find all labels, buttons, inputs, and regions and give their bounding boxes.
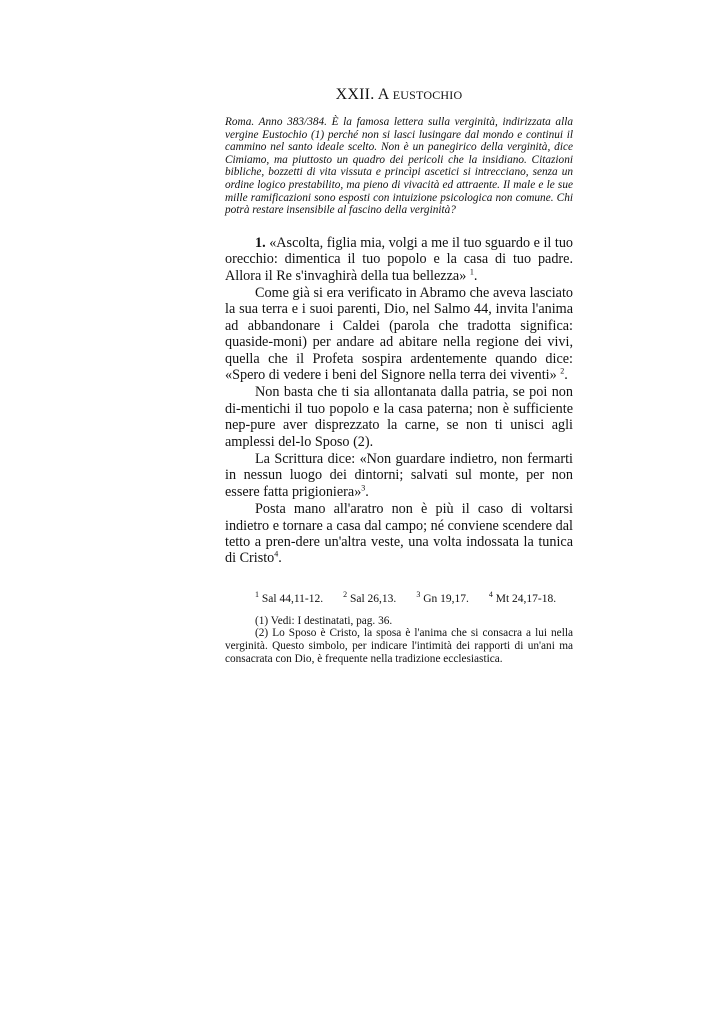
footnote-marker: 2 — [560, 366, 565, 376]
reference: $^2$ Sal 26,13. — [343, 590, 397, 605]
paragraph — [225, 384, 573, 450]
paragraph: 1. «Ascolta, figlia mia, volgi a me il tuo sguardo e il tuo orecchio: dimentica il tuo popolo e la casa di tuo padre. Allora il Re s'invaghirà della tua bellezza» $^1$. — [225, 234, 574, 284]
paragraph-text: Come già si era verificato in Abramo che aveva lasciato la sua terra e i suoi parenti, Dio, nel Salmo 44, invita l'anima ad abbandonare i Caldei (parola che tradotta significa: quaside-moni) per andare ad abitare nella regione dei vivi, quella che il Profeta sospira ardentemente quando dice: «Spero di vedere i beni del Signore nella terra dei viventi» — [225, 284, 573, 383]
footnote-marker: 1 — [469, 266, 474, 276]
paragraph-text: La Scrittura dice: «Non guardare indietro, non fermarti in nessun luogo dei dintorni; salvati sul monte, per non essere fatta prigioniera» — [225, 451, 573, 500]
paragraph: La Scrittura dice: «Non guardare indietro, non fermarti in nessun luogo dei dintorni; salvati sul monte, per non essere fatta prigioniera»$^3$. — [225, 451, 573, 500]
paragraph-number: 1. — [255, 234, 266, 251]
paragraph-text: «Ascolta, figlia mia, volgi a me il tuo sguardo e il tuo orecchio: dimentica il tuo popolo e la casa di tuo padre. Allora il Re s'invaghirà della tua bellezza» — [225, 234, 574, 284]
letter-body — [225, 235, 573, 567]
footnotes — [225, 615, 573, 665]
title-smallcaps: EUSTOCHIO — [392, 88, 463, 102]
footnote-marker: 3 — [361, 483, 366, 493]
reference: $^4$ Mt 24,17-18. — [488, 590, 557, 605]
paragraph-text: Non basta che ti sia allontanata dalla patria, se poi non di-mentichi il tuo popolo e la casa paterna; non è sufficiente nep-pure aver disprezzato la carne, se non ti unisci agli amplessi del-lo Sposo (2). — [225, 384, 573, 450]
footnote: (2) Lo Sposo è Cristo, la sposa è l'anima che si consacra a lui nella verginità. Questo simbolo, per indicare l'intimità dei rapporti di un'ani ma consacrata con Dio, è frequente nella tradizione ecclesiastica. — [225, 627, 573, 665]
title-main: XXII. A — [335, 86, 393, 103]
footnote-marker: 4 — [274, 549, 279, 559]
paragraph: Posta mano all'aratro non è più il caso di voltarsi indietro e tornare a casa dal campo; né conviene scendere dal tetto a pren-dere un'altra veste, una volta indossata la tunica di Cristo$^4$. — [225, 501, 573, 567]
reference: $^1$ Sal 44,11-12. — [255, 590, 324, 605]
footnote: (1) Vedi: I destinatati, pag. 36. — [255, 614, 393, 627]
page-content — [225, 86, 573, 665]
scripture-references — [255, 590, 573, 605]
letter-abstract: Roma. Anno 383/384. È la famosa lettera sulla verginità, indirizzata alla vergine Eustochio (1) perché non si lasci lusingare dal mondo e continui il cammino nel santo ideale scelto. Non è un panegirico della verginità, dice Cimiamo, ma piuttosto un quadro dei pericoli che la insidiano. Citazioni bibliche, bozzetti di vita vissuta e princìpi ascetici si intrecciano, senza un ordine logico prestabilito, ma pieno di vivacità ed attraente. Il male e le sue mille ramificazioni sono esposti con intuizione psicologica non comune. Chi potrà restare insensibile al fascino della verginità? — [225, 116, 573, 217]
paragraph: Come già si era verificato in Abramo che aveva lasciato la sua terra e i suoi parenti, Dio, nel Salmo 44, invita l'anima ad abbandonare i Caldei (parola che tradotta significa: quaside-moni) per andare ad abitare nella regione dei vivi, quella che il Profeta sospira ardentemente quando dice: «Spero di vedere i beni del Signore nella terra dei viventi» $^2$. — [225, 284, 573, 383]
reference: $^3$ Gn 19,17. — [416, 590, 469, 605]
paragraph-text: Posta mano all'aratro non è più il caso di voltarsi indietro e tornare a casa dal campo; né conviene scendere dal tetto a pren-dere un'altra veste, una volta indossata la tunica di Cristo — [225, 501, 573, 567]
letter-title — [225, 86, 573, 104]
